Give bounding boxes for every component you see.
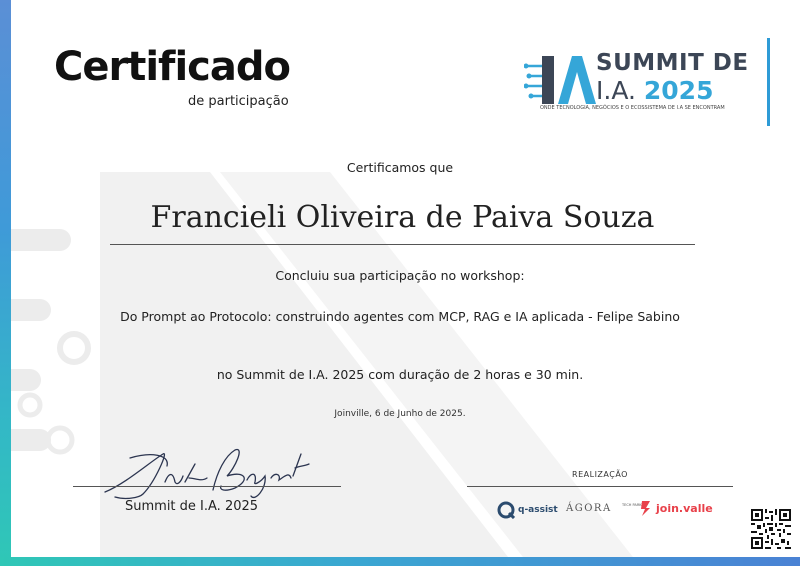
signature-line bbox=[73, 486, 341, 487]
q-assist-logo-icon bbox=[497, 501, 515, 519]
date-text: Joinville, 6 de Junho de 2025. bbox=[334, 409, 466, 419]
handwritten-signature bbox=[95, 442, 315, 504]
sponsor-qassist bbox=[497, 497, 558, 523]
summit-logo bbox=[520, 38, 770, 124]
duration-text: no Summit de I.A. 2025 com duração de 2 horas e 30 min. bbox=[216, 367, 584, 382]
joinvalle-logo-icon bbox=[639, 499, 653, 517]
circuit-ia-icon bbox=[524, 50, 596, 110]
realizacao-label: REALIZAÇÃO bbox=[572, 470, 628, 479]
signature-label: Summit de I.A. 2025 bbox=[125, 499, 259, 514]
bottom-accent-bar bbox=[0, 557, 800, 566]
recipient-name: Francieli Oliveira de Paiva Souza bbox=[150, 200, 655, 235]
sponsor-agora-tag: TECH PARK bbox=[622, 503, 642, 507]
workshop-title: Do Prompt ao Protocolo: construindo agentes com MCP, RAG e IA aplicada - Felipe Sabino bbox=[120, 309, 680, 324]
sponsor-joinvalle bbox=[639, 499, 713, 517]
logo-year: 2025 bbox=[643, 76, 714, 105]
logo-line2-prefix: I.A. bbox=[596, 76, 636, 105]
left-accent-bar bbox=[0, 0, 11, 566]
certificate-title: Certificado bbox=[54, 44, 290, 90]
realizacao-line bbox=[467, 486, 733, 487]
sponsor-qassist-name: q-assist bbox=[518, 505, 558, 515]
sponsor-logos bbox=[497, 497, 737, 523]
logo-tagline: ONDE TECNOLOGIA, NEGÓCIOS E O ECOSSISTEMA DE I.A SE ENCONTRAM bbox=[540, 105, 725, 111]
logo-divider-bar bbox=[767, 38, 770, 126]
logo-line1: SUMMIT DE bbox=[596, 50, 749, 76]
concluded-text: Concluiu sua participação no workshop: bbox=[275, 268, 525, 283]
intro-text: Certificamos que bbox=[346, 160, 454, 175]
name-underline bbox=[110, 244, 695, 245]
sponsor-joinvalle-name: join.valle bbox=[656, 501, 713, 515]
sponsor-agora-name: ÁGORA bbox=[566, 503, 612, 514]
certificate-subtitle: de participação bbox=[188, 94, 289, 109]
logo-line2 bbox=[596, 76, 713, 105]
qr-code-icon bbox=[751, 509, 791, 549]
